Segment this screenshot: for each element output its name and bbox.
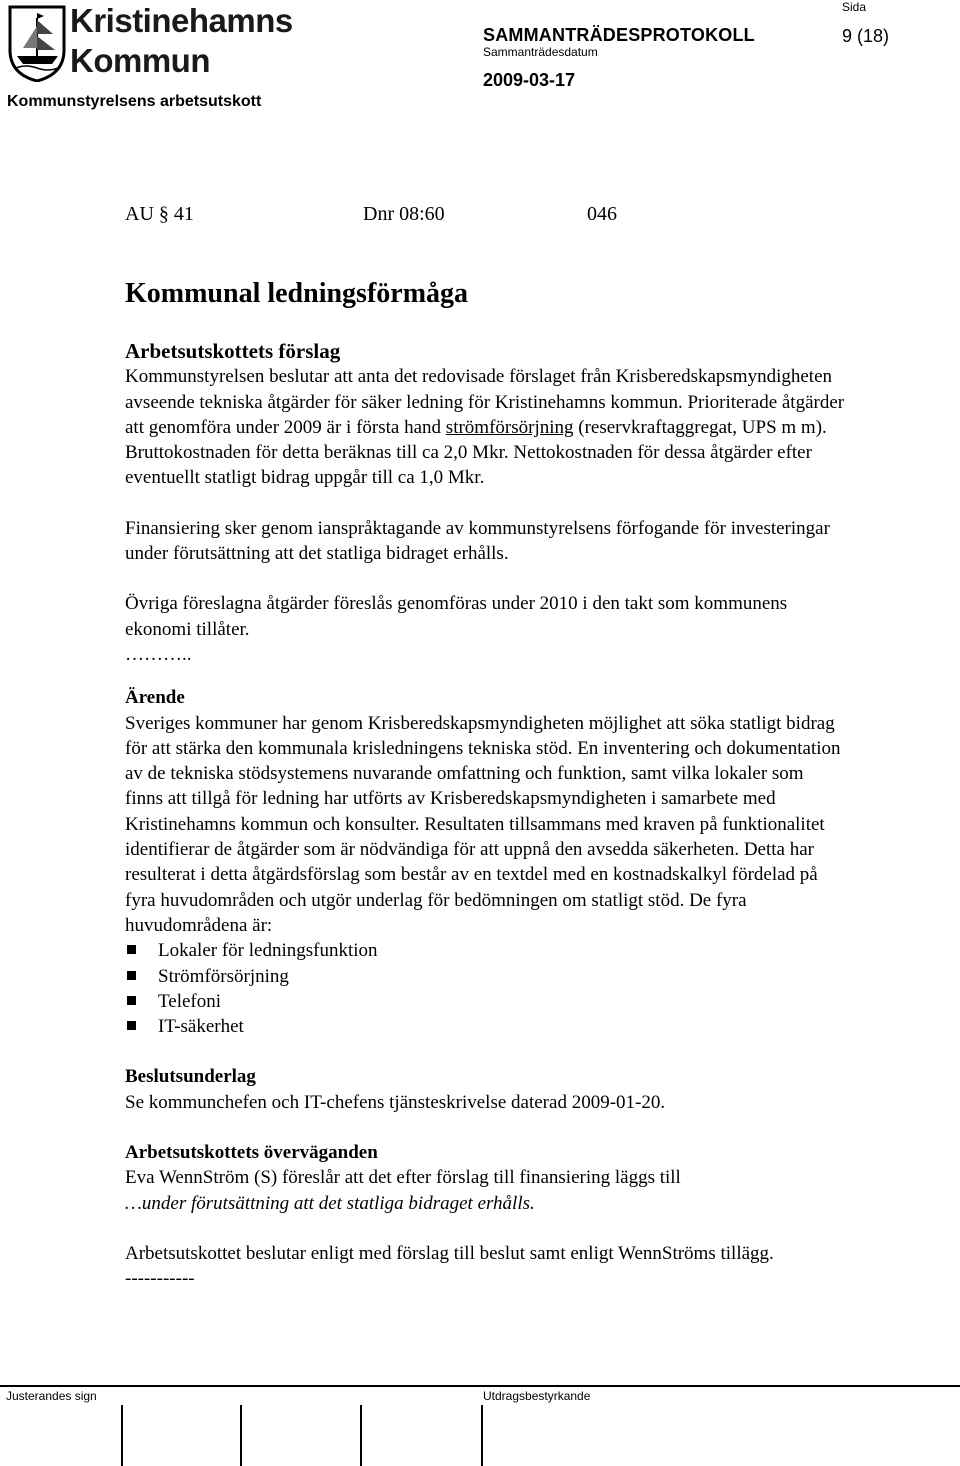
kristinehamn-logo <box>6 2 293 82</box>
signature-box-divider <box>481 1405 483 1466</box>
matter-text: Sveriges kommuner har genom Krisberedskapsmyndigheten möjlighet att söka statligt bidrag för att stärka den kommunala krisledningens tekniska stöd. En inventering och dokumentation av de tekniska stödsystemens nuvarande omfattning och funktion, samt vilka lokaler som finns att tillgå för ledning har utförts av Krisberedskapsmyndigheten i samarbete med Kristinehamns kommun och konsulter. Resultaten tillsammans med kraven på funktionalitet identifierar de åtgärder som är nödvändiga för att uppnå den avsedda säkerheten. Detta har resulterat i detta åtgärdsförslag som består av en textdel med en kostnadskalkyl fördelad på fyra huvudområden och utgör underlag för bedömningen om statligt stöd. De fyra huvudområdena är: <box>125 712 841 936</box>
proposal-underlined-term: strömförsörjning <box>445 416 574 438</box>
list-item: IT-säkerhet <box>125 1014 845 1039</box>
proposal-paragraph-2: Finansiering sker genom ianspråktagande av kommunstyrelsens förfogande för investeringar under förutsättning att det statliga bidraget erhålls. <box>125 517 830 565</box>
protocol-title: SAMMANTRÄDESPROTOKOLL <box>483 25 755 45</box>
signature-box-divider <box>360 1405 362 1466</box>
page-label: Sida <box>842 0 867 14</box>
considerations-text: Eva WennStröm (S) föreslår att det efter förslag till finansiering läggs till <box>125 1167 681 1189</box>
areas-list <box>125 938 845 1039</box>
paragraph-number: AU § 41 <box>125 203 194 225</box>
square-bullet-icon <box>127 996 136 1005</box>
basis-text: Se kommunchefen och IT-chefens tjänsteskrivelse daterad 2009-01-20. <box>125 1091 666 1113</box>
municipality-name-line2: Kommun <box>70 42 210 79</box>
committee-name: Kommunstyrelsens arbetsutskott <box>7 93 262 110</box>
document-body <box>125 339 845 1292</box>
square-bullet-icon <box>127 945 136 954</box>
proposal-heading: Arbetsutskottets förslag <box>125 339 341 363</box>
signature-box-divider <box>240 1405 242 1466</box>
list-item: Strömförsörjning <box>125 964 845 989</box>
meeting-date-label: Sammanträdesdatum <box>483 45 598 59</box>
meeting-date: 2009-03-17 <box>483 70 576 90</box>
proposal-ellipsis: ……….. <box>125 643 192 665</box>
square-bullet-icon <box>127 971 136 980</box>
basis-heading: Beslutsunderlag <box>125 1066 256 1088</box>
decision-text: Arbetsutskottet beslutar enligt med förslag till beslut samt enligt WennStröms tillägg. <box>125 1242 774 1264</box>
considerations-heading: Arbetsutskottets överväganden <box>125 1142 378 1164</box>
signature-box-divider <box>121 1405 123 1466</box>
page-number: 9 (18) <box>842 26 890 46</box>
footer-divider <box>0 1385 960 1387</box>
list-item: Lokaler för ledningsfunktion <box>125 938 845 963</box>
municipality-name-line1: Kristinehamns <box>70 2 293 39</box>
matter-heading: Ärende <box>125 687 185 709</box>
document-title: Kommunal ledningsförmåga <box>125 278 469 309</box>
diary-number: Dnr 08:60 <box>363 203 445 225</box>
case-code: 046 <box>587 203 617 225</box>
proposal-paragraph-3: Övriga föreslagna åtgärder föreslås genomföras under 2010 i den takt som kommunens ekonomi tillåter. <box>125 593 788 640</box>
signers-label: Justerandes sign <box>6 1389 97 1403</box>
decision-separator: ----------- <box>125 1268 195 1290</box>
square-bullet-icon <box>127 1021 136 1030</box>
considerations-quote: …under förutsättning att det statliga bidraget erhålls. <box>125 1192 535 1214</box>
list-item: Telefoni <box>125 989 845 1014</box>
extract-certification-label: Utdragsbestyrkande <box>483 1389 591 1403</box>
proposal-paragraph-1 <box>125 364 845 490</box>
proposal-text-start: Kommunstyrelsen beslutar att anta det redovisade förslaget från Krisberedskapsmyndigheten avseende tekniska åtgärder för säker ledning för Kristinehamns kommun. Prioriterade åtgärder att genomföra under 2009 är i första hand <box>125 366 845 438</box>
proposal-text-end: (reservkraftaggregat, UPS m m). Bruttokostnaden för detta beräknas till ca 2,0 Mkr. Nettokostnaden för dessa åtgärder efter eventuellt statligt bidrag uppgår till ca 1,0 Mkr. <box>125 416 827 489</box>
